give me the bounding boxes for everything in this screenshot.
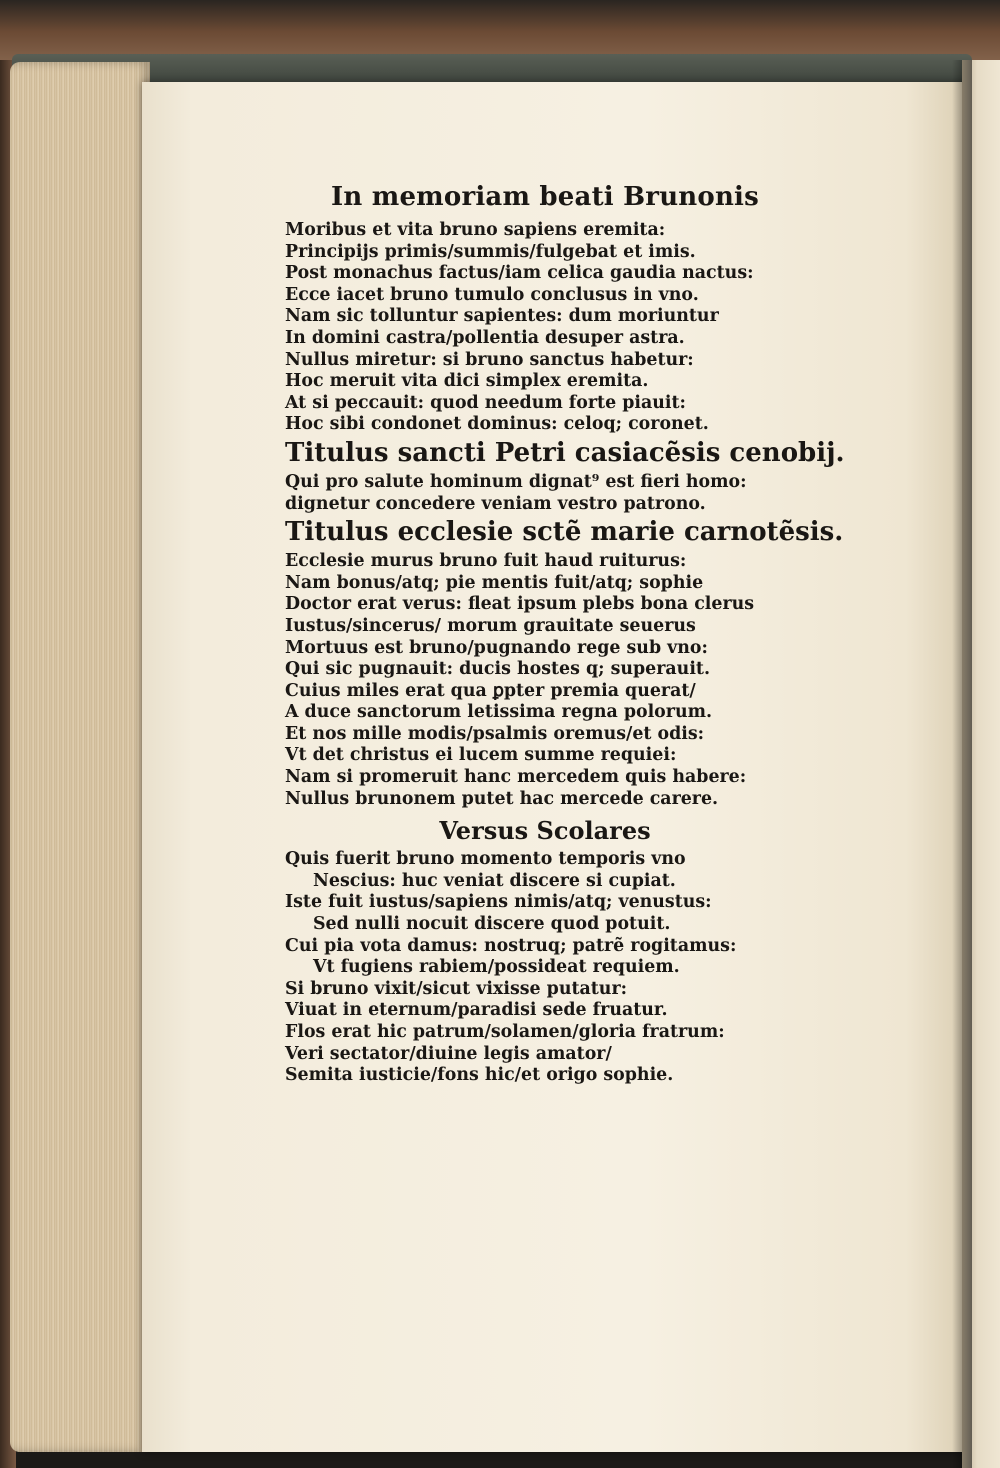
verse-line: Doctor erat verus: fleat ipsum plebs bona clerus [285, 594, 755, 615]
section-subheading: Versus Scolares [439, 816, 651, 846]
verse-line: Flos erat hic patrum/solamen/gloria fratrum: [285, 1022, 725, 1042]
verse-line: In domini castra/pollentia desuper astra. [285, 327, 685, 348]
gutter-shadow [952, 60, 972, 1468]
verse-line: Si bruno vixit/sicut vixisse putatur: [285, 978, 628, 999]
verse-line: Viuat in eternum/paradisi sede fruatur. [285, 1000, 668, 1021]
verse-line: At si peccauit: quod needum forte piauit: [285, 392, 686, 413]
verse-line: Quis fuerit bruno momento temporis vno [285, 849, 686, 870]
verse-line: Cui pia vota damus: nostruq; patrẽ rogitamus: [285, 935, 737, 956]
verse-line: Et nos mille modis/psalmis oremus/et odis: [285, 723, 705, 744]
verse-line: Nam bonus/atq; pie mentis fuit/atq; sophie [285, 572, 704, 593]
verse-line: Principijs primis/summis/fulgebat et imis. [285, 241, 696, 262]
page-text [285, 182, 845, 1087]
page-fore-edge [10, 62, 150, 1452]
verse-block-2 [285, 472, 805, 515]
verse-line: Nam si promeruit hanc mercedem quis habere: [285, 767, 747, 788]
page-heading: In memoriam beati Brunonis [331, 182, 759, 212]
verse-line: Hoc meruit vita dici simplex eremita. [285, 371, 649, 392]
verse-line: Vt fugiens rabiem/possideat requiem. [313, 957, 680, 978]
verse-line: Iustus/sincerus/ morum grauitate seuerus [285, 615, 696, 636]
page-edges-top [12, 54, 972, 84]
verse-block-4 [285, 849, 805, 1087]
verse-line: Nullus miretur: si bruno sanctus habetur: [285, 349, 694, 370]
verse-line: Nescius: huc veniat discere si cupiat. [313, 870, 676, 891]
verse-line: Semita iusticie/fons hic/et origo sophie. [285, 1065, 674, 1086]
verse-line: Nam sic tolluntur sapientes: dum moriuntur [285, 306, 719, 327]
verse-block-1 [285, 220, 805, 436]
verse-line: Qui sic pugnauit: ducis hostes q; superauit. [285, 659, 711, 680]
verse-line: Sed nulli nocuit discere quod potuit. [313, 914, 671, 935]
verse-line: Iste fuit iustus/sapiens nimis/atq; venustus: [285, 892, 712, 913]
verse-line: dignetur concedere veniam vestro patrono. [285, 493, 706, 514]
verse-line: Moribus et vita bruno sapiens eremita: [285, 220, 666, 240]
verse-line: Qui pro salute hominum dignat⁹ est fieri homo: [285, 471, 747, 492]
verse-line: Post monachus factus/iam celica gaudia nactus: [285, 263, 754, 284]
verse-line: Cuius miles erat qua ꝑpter premia querat/ [285, 680, 696, 701]
verse-block-3 [285, 551, 805, 810]
verse-line: Mortuus est bruno/pugnando rege sub vno: [285, 637, 708, 658]
verse-line: Ecclesie murus bruno fuit haud ruiturus: [285, 551, 687, 572]
verse-line: Nullus brunonem putet hac mercede carere. [285, 788, 719, 809]
section-title: Titulus sancti Petri casiacẽsis cenobij. [285, 437, 845, 468]
verse-line: Vt det christus ei lucem summe requiei: [285, 745, 677, 766]
verse-line: Hoc sibi condonet dominus: celoq; coronet. [285, 414, 709, 435]
verse-line: Ecce iacet bruno tumulo conclusus in vno. [285, 284, 699, 305]
verse-line: A duce sanctorum letissima regna polorum. [285, 702, 713, 723]
verse-line: Veri sectator/diuine legis amator/ [285, 1043, 612, 1064]
section-title: Titulus ecclesie sctẽ marie carnotẽsis. [285, 517, 844, 548]
